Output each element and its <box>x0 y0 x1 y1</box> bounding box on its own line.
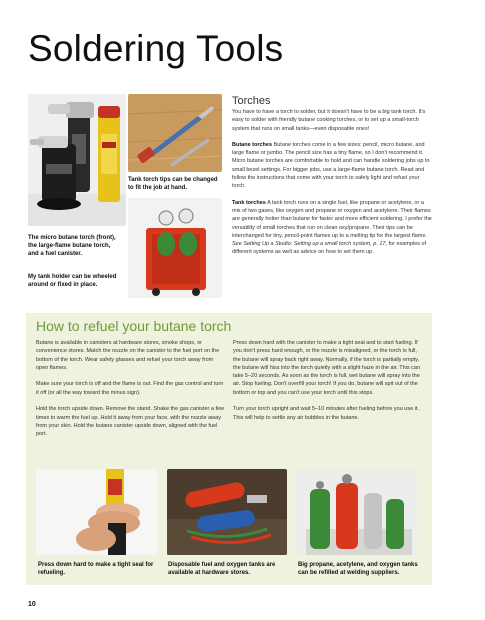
page-title: Soldering Tools <box>28 28 284 69</box>
disposable-tanks-photo <box>167 469 287 555</box>
butane-lead: Butane torches <box>232 141 273 148</box>
refuel-left-paragraph: Make sure your torch is off and the flame is out. Find the gas control and turn it off (or all the way toward the minus sign). <box>36 381 224 396</box>
micro-torch-caption: The micro butane torch (front), the large-flame butane torch, and a fuel canister. <box>28 235 116 258</box>
refillable-tanks-caption: Big propane, acetylene, and oxygen tanks can be refilled at welding suppliers. <box>298 562 418 577</box>
tank-tips-caption: Tank torch tips can be changed to fit the job at hand. <box>128 177 218 192</box>
torches-text <box>232 108 432 257</box>
refillable-tanks-photo <box>296 469 418 555</box>
tank-paragraph <box>232 199 432 257</box>
tank-end: for examples of different systems as well as advice on how to set them up. <box>232 241 427 256</box>
torches-heading: Torches <box>232 95 271 107</box>
refuel-photo-caption: Press down hard to make a tight seal for refueling. <box>38 562 154 577</box>
tank-holder-caption: My tank holder can be wheeled around or fixed in place. <box>28 274 117 289</box>
refuel-right-paragraph: Press down hard with the canister to make a tight seal and to start fueling. If you don't press hard enough, or the nozzle is misaligned, or the torch is full, the butane will spray back right away. Normally, if the torch is partially empty, the butane will hiss into the torch quietly with a slight haze in the air. This can take 5–20 seconds. As soon as the torch is full, wet butane will spray into the air. Stop fueling. Don't overfill your torch! If you do, butane will spit out of the bottom or top and you can't use your torch until this stops. <box>233 340 421 396</box>
tank-holder-photo <box>128 198 222 298</box>
tank-text: A tank torch runs on a single fuel, like propane or acetylene, or a mix of two gases, like oxygen and propane or oxygen and acetylene. Their flames are generally hotter than butane for faster and more efficient soldering. I prefer the versatility of small torches that run on clean oxy/propane. Their tips can be interchanged for tiny, pencil-point flames up to a melting tip for the largest flame. <box>232 199 432 239</box>
refuel-right-paragraph: Turn your torch upright and wait 5–10 minutes after fueling before you use it. This will help to settle any air bubbles in the butane. <box>233 406 419 421</box>
refuel-left-column <box>36 339 226 447</box>
refuel-photo <box>36 469 158 555</box>
micro-torch-photo <box>28 94 126 226</box>
refuel-left-paragraph: Butane is available in canisters at hardware stores, smoke shops, or convenience stores. Match the nozzle on the canister to the fuel port on the bottom of the torch. Wear safety glasses and refuel your torch away from open flames. <box>36 340 220 371</box>
page-number: 10 <box>28 601 36 608</box>
butane-paragraph <box>232 141 432 191</box>
refuel-right-column <box>233 339 423 430</box>
tank-see-reference: See Setting Up a Studio: Setting up a small torch system, p. 17, <box>232 241 387 248</box>
disposable-tanks-caption: Disposable fuel and oxygen tanks are available at hardware stores. <box>168 562 276 577</box>
torches-intro: You have to have a torch to solder, but it doesn't have to be a big tank torch. It's easy to solder with friendly butane cooking torches, or to set up a small-torch system that runs on small tanks—even disposable ones! <box>232 109 426 132</box>
butane-text: Butane torches come in a few sizes: pencil, micro butane, and large flame or jumbo. The pencil size has a tiny flame, so I don't recommend it. Micro butane torches are comfortable to hold and can handle soldering jobs up to small bezel settings. For bigger jobs, use a large-flame butane torch. Read and follow the instructions that come with your torch to safely light and refuel your torch. <box>232 141 430 190</box>
torch-tips-photo <box>128 94 222 172</box>
refuel-heading: How to refuel your butane torch <box>36 318 232 334</box>
refuel-left-paragraph: Hold the torch upside down. Remove the stand. Shake the gas canister a few times to warm the fuel up. Hold it away from your face, with the nozzle away from your skin. Hold the butane canister upside down, aligned with the fuel port. <box>36 406 225 438</box>
tank-lead: Tank torches <box>232 199 266 206</box>
